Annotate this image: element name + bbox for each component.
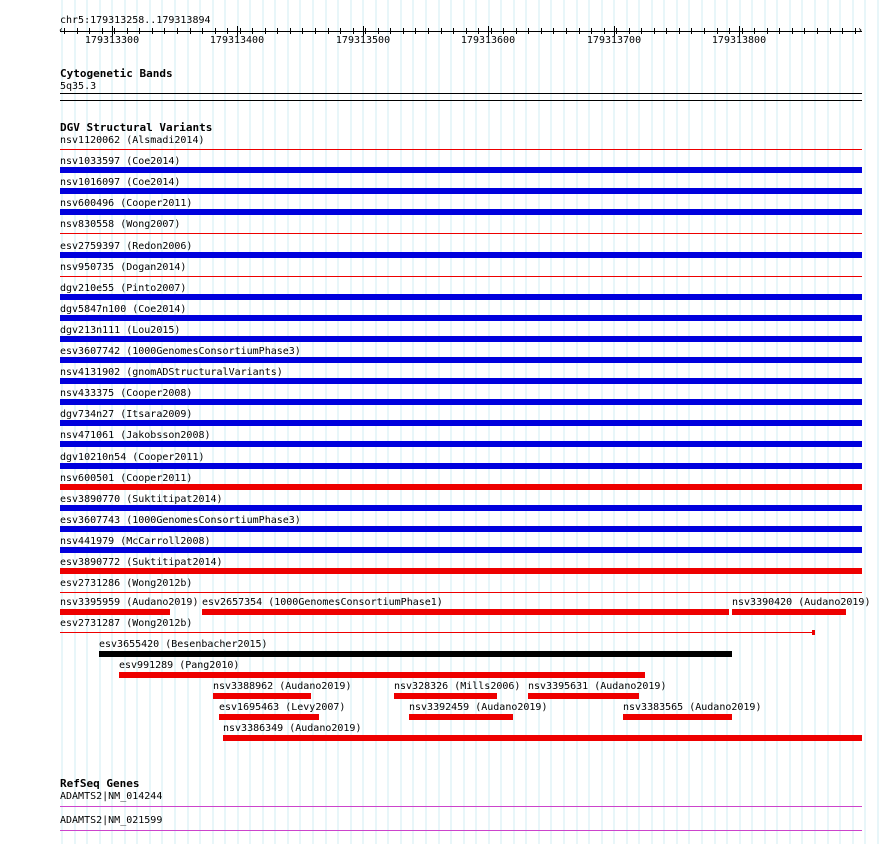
ruler-minor-tick <box>89 28 90 34</box>
ruler-minor-tick <box>478 28 479 34</box>
sv-feature-bar[interactable] <box>623 714 732 720</box>
sv-feature-bar[interactable] <box>60 441 862 447</box>
ruler-minor-tick <box>717 28 718 34</box>
ruler-minor-tick <box>328 28 329 34</box>
sv-feature-bar[interactable] <box>60 276 862 277</box>
sv-feature-bar[interactable] <box>60 568 862 574</box>
sv-feature-bar[interactable] <box>732 609 846 615</box>
cytoband-bar[interactable] <box>60 93 862 94</box>
ruler-minor-tick <box>164 28 165 34</box>
ruler-minor-tick <box>252 28 253 34</box>
ruler-minor-tick <box>842 28 843 34</box>
ruler-minor-tick <box>629 28 630 34</box>
sv-feature-bar[interactable] <box>60 252 862 258</box>
ruler-minor-tick <box>127 28 128 34</box>
sv-label: esv3655420 (Besenbacher2015) <box>99 639 268 650</box>
gene-label: ADAMTS2|NM_014244 <box>60 791 163 802</box>
ruler-minor-tick <box>466 28 467 34</box>
sv-feature-bar[interactable] <box>394 693 497 699</box>
sv-feature-bar[interactable] <box>60 233 862 234</box>
cytoband-track-title[interactable]: Cytogenetic Bands <box>60 67 173 80</box>
ruler-minor-tick <box>541 28 542 34</box>
ruler-minor-tick <box>202 28 203 34</box>
ruler-left-arrow-icon: ‹ <box>58 25 65 36</box>
sv-feature-bar[interactable] <box>60 167 862 173</box>
ruler-minor-tick <box>604 28 605 34</box>
ruler-minor-tick <box>102 28 103 34</box>
ruler-minor-tick <box>742 28 743 34</box>
ruler-minor-tick <box>390 28 391 34</box>
sv-feature-bar[interactable] <box>60 294 862 300</box>
sv-label: esv2759397 (Redon2006) <box>60 241 193 252</box>
ruler-minor-tick <box>340 28 341 34</box>
ruler-minor-tick <box>77 28 78 34</box>
ruler-minor-tick <box>353 28 354 34</box>
ruler-minor-tick <box>804 28 805 34</box>
sv-feature-bar[interactable] <box>60 378 862 384</box>
ruler-minor-tick <box>666 28 667 34</box>
ruler-tick-label: 179313800 <box>711 35 767 46</box>
gene-label: ADAMTS2|NM_021599 <box>60 815 163 826</box>
sv-label: dgv213n111 (Lou2015) <box>60 325 181 336</box>
sv-label: nsv3395631 (Audano2019) <box>528 681 667 692</box>
ruler-minor-tick <box>215 28 216 34</box>
sv-label: nsv830558 (Wong2007) <box>60 219 181 230</box>
ruler-minor-tick <box>528 28 529 34</box>
ruler-minor-tick <box>579 28 580 34</box>
ruler-minor-tick <box>453 28 454 34</box>
ruler-minor-tick <box>767 28 768 34</box>
ruler-minor-tick <box>114 28 115 34</box>
sv-feature-bar[interactable] <box>60 209 862 215</box>
ruler-minor-tick <box>792 28 793 34</box>
ruler-minor-tick <box>491 28 492 34</box>
ruler-tick-label: 179313600 <box>460 35 516 46</box>
sv-label: nsv328326 (Mills2006) <box>394 681 521 692</box>
ruler-minor-tick <box>428 28 429 34</box>
ruler-location: chr5:179313258..179313894 <box>60 15 211 26</box>
ruler-tick-label: 179313500 <box>335 35 391 46</box>
ruler-minor-tick <box>817 28 818 34</box>
sv-label: esv2731286 (Wong2012b) <box>60 578 193 589</box>
sv-label: nsv433375 (Cooper2008) <box>60 388 193 399</box>
ruler-minor-tick <box>704 28 705 34</box>
ruler-minor-tick <box>190 28 191 34</box>
ruler-minor-tick <box>152 28 153 34</box>
sv-feature-bar[interactable] <box>60 632 812 633</box>
cytoband-label: 5q35.3 <box>60 81 97 92</box>
sv-label: nsv441979 (McCarroll2008) <box>60 536 211 547</box>
ruler-minor-tick <box>641 28 642 34</box>
sv-feature-bar[interactable] <box>60 609 170 615</box>
sv-feature-bar[interactable] <box>409 714 513 720</box>
sv-feature-bar[interactable] <box>60 526 862 532</box>
ruler-minor-tick <box>779 28 780 34</box>
sv-label: nsv471061 (Jakobsson2008) <box>60 430 211 441</box>
sv-label: nsv4131902 (gnomADStructuralVariants) <box>60 367 283 378</box>
track-separator <box>60 100 862 101</box>
ruler-minor-tick <box>290 28 291 34</box>
sv-label: dgv5847n100 (Coe2014) <box>60 304 187 315</box>
sv-feature-bar[interactable] <box>119 672 645 678</box>
ruler-tick-label: 179313700 <box>586 35 642 46</box>
ruler-minor-tick <box>265 28 266 34</box>
sv-label: dgv734n27 (Itsara2009) <box>60 409 193 420</box>
ruler-minor-tick <box>227 28 228 34</box>
ruler-minor-tick <box>855 28 856 34</box>
gene-intron-line[interactable] <box>60 806 862 807</box>
sv-label: nsv1120062 (Alsmadi2014) <box>60 135 205 146</box>
sv-label: nsv3395959 (Audano2019) <box>60 597 199 608</box>
ruler-minor-tick <box>591 28 592 34</box>
sv-feature-bar[interactable] <box>528 693 639 699</box>
sv-label: nsv3383565 (Audano2019) <box>623 702 762 713</box>
ruler-minor-tick <box>403 28 404 34</box>
sv-feature-bar[interactable] <box>202 609 729 615</box>
sv-feature-bar[interactable] <box>60 399 862 405</box>
sv-feature-bar[interactable] <box>60 149 862 150</box>
sv-feature-bar[interactable] <box>99 651 732 657</box>
sv-feature-bar[interactable] <box>213 693 311 699</box>
sv-feature-bar[interactable] <box>223 735 862 741</box>
sv-label: nsv1033597 (Coe2014) <box>60 156 181 167</box>
ruler-minor-tick <box>654 28 655 34</box>
ruler-minor-tick <box>754 28 755 34</box>
sv-feature-bar[interactable] <box>60 420 862 426</box>
ruler-minor-tick <box>302 28 303 34</box>
sv-feature-bar[interactable] <box>219 714 319 720</box>
ruler-minor-tick <box>240 28 241 34</box>
sv-feature-bar[interactable] <box>60 188 862 194</box>
ruler-minor-tick <box>516 28 517 34</box>
sv-feature-bar[interactable] <box>60 484 862 490</box>
ruler-tick-label: 179313400 <box>209 35 265 46</box>
sv-label: esv3607742 (1000GenomesConsortiumPhase3) <box>60 346 301 357</box>
sv-label: nsv600496 (Cooper2011) <box>60 198 193 209</box>
sv-label: esv3607743 (1000GenomesConsortiumPhase3) <box>60 515 301 526</box>
sv-label: nsv3390420 (Audano2019) <box>732 597 871 608</box>
ruler-right-arrow-icon: › <box>857 25 864 36</box>
ruler-minor-tick <box>830 28 831 34</box>
sv-feature-bar[interactable] <box>60 463 862 469</box>
sv-feature-bar[interactable] <box>60 315 862 321</box>
sv-label: esv1695463 (Levy2007) <box>219 702 346 713</box>
sv-label: nsv3392459 (Audano2019) <box>409 702 548 713</box>
sv-label: dgv210e55 (Pinto2007) <box>60 283 187 294</box>
sv-feature-bar[interactable] <box>60 505 862 511</box>
sv-label: nsv3386349 (Audano2019) <box>223 723 362 734</box>
ruler-minor-tick <box>566 28 567 34</box>
sv-label: esv3890772 (Suktitipat2014) <box>60 557 223 568</box>
sv-feature-bar[interactable] <box>60 357 862 363</box>
sv-label: nsv3388962 (Audano2019) <box>213 681 352 692</box>
ruler-minor-tick <box>365 28 366 34</box>
ruler-minor-tick <box>503 28 504 34</box>
sv-label: nsv1016097 (Coe2014) <box>60 177 181 188</box>
sv-feature-end-marker[interactable] <box>812 630 815 635</box>
sv-label: dgv10210n54 (Cooper2011) <box>60 452 205 463</box>
ruler-minor-tick <box>177 28 178 34</box>
ruler-minor-tick <box>315 28 316 34</box>
sv-feature-bar[interactable] <box>60 336 862 342</box>
ruler-minor-tick <box>553 28 554 34</box>
ruler-tick-label: 179313300 <box>84 35 140 46</box>
sv-label: esv991289 (Pang2010) <box>119 660 240 671</box>
ruler-minor-tick <box>139 28 140 34</box>
ruler-minor-tick <box>378 28 379 34</box>
ruler-minor-tick <box>616 28 617 34</box>
sv-feature-bar[interactable] <box>60 592 862 593</box>
sv-label: esv3890770 (Suktitipat2014) <box>60 494 223 505</box>
sv-label: nsv950735 (Dogan2014) <box>60 262 187 273</box>
ruler-minor-tick <box>691 28 692 34</box>
ruler-minor-tick <box>415 28 416 34</box>
ruler-minor-tick <box>277 28 278 34</box>
ruler-minor-tick <box>64 28 65 34</box>
ruler-minor-tick <box>441 28 442 34</box>
refseq-track-title[interactable]: RefSeq Genes <box>60 777 140 790</box>
dgv-track-title[interactable]: DGV Structural Variants <box>60 121 213 134</box>
sv-label: esv2657354 (1000GenomesConsortiumPhase1) <box>202 597 443 608</box>
sv-label: nsv600501 (Cooper2011) <box>60 473 193 484</box>
ruler-minor-tick <box>679 28 680 34</box>
sv-label: esv2731287 (Wong2012b) <box>60 618 193 629</box>
sv-feature-bar[interactable] <box>60 547 862 553</box>
ruler-minor-tick <box>729 28 730 34</box>
gene-intron-line[interactable] <box>60 830 862 831</box>
